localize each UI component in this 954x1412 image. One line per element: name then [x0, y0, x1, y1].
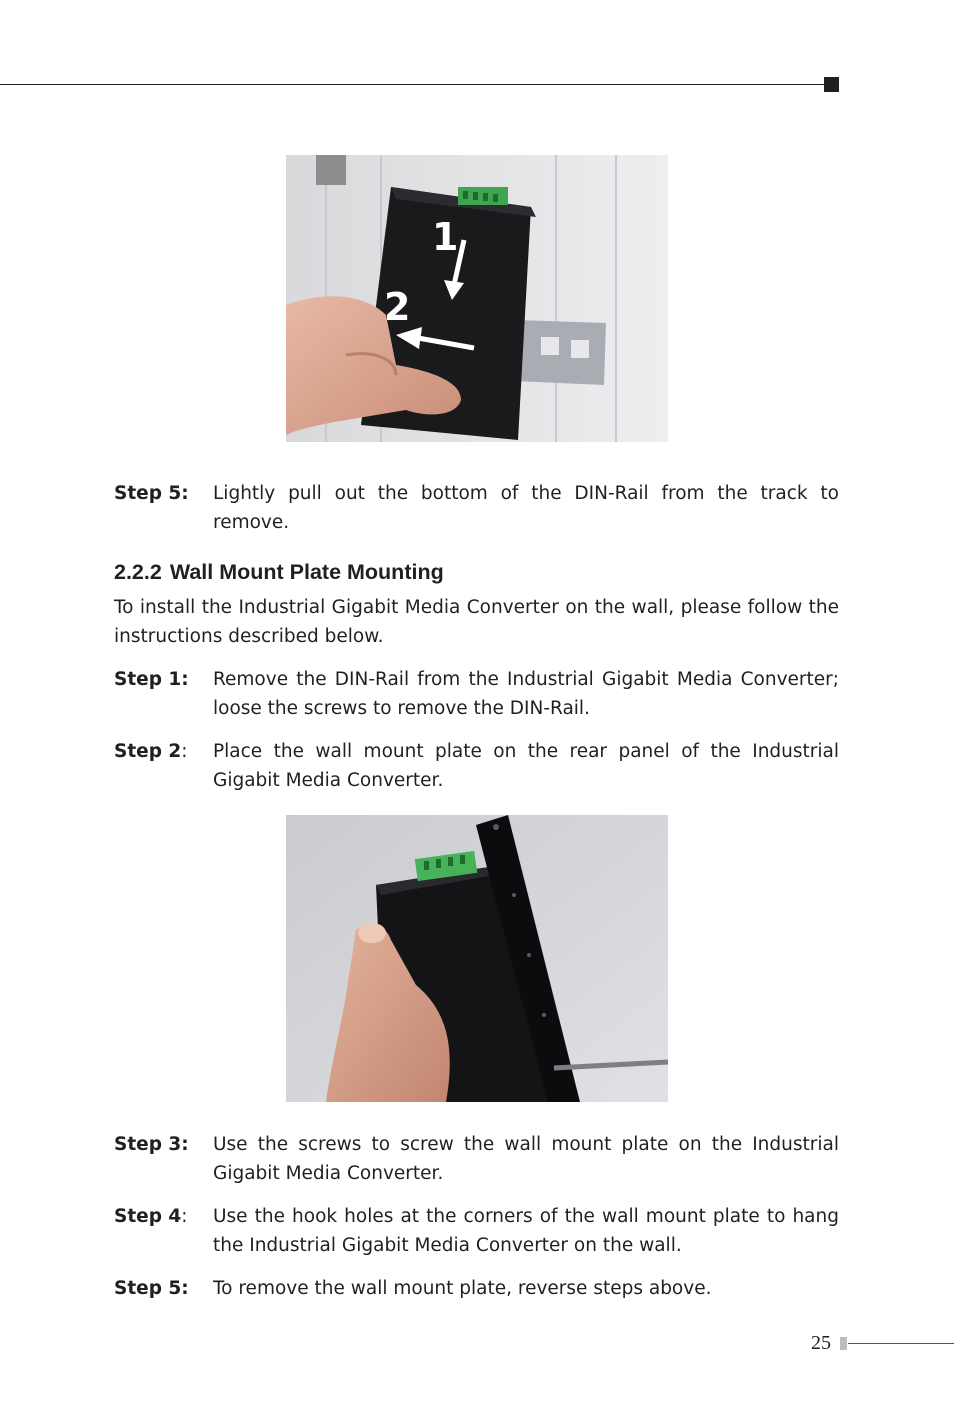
step-text: Remove the DIN-Rail from the Industrial Gigabit Media Converter; loose the screws to remove the DIN-Rail.: [213, 669, 839, 719]
footer-rule: [848, 1343, 954, 1344]
step-text: To remove the wall mount plate, reverse steps above.: [213, 1278, 712, 1299]
photo-din-rail-removal: [286, 155, 668, 442]
step-text: Use the hook holes at the corners of the wall mount plate to hang the Industrial Gigabit Media Converter on the wall.: [213, 1206, 839, 1256]
intro-paragraph: To install the Industrial Gigabit Media Converter on the wall, please follow the instructions described below.: [114, 597, 839, 647]
step-text: Place the wall mount plate on the rear panel of the Industrial Gigabit Media Converter.: [213, 741, 839, 791]
step-5-wall-mount: [114, 1275, 839, 1304]
header-rule: [0, 84, 826, 85]
step-label: Step 5:: [114, 1278, 189, 1299]
section-number: 2.2.2: [114, 560, 162, 584]
header-square-marker: [824, 77, 839, 92]
step-text: Use the screws to screw the wall mount plate on the Industrial Gigabit Media Converter.: [213, 1134, 839, 1184]
step-label: Step 5:: [114, 483, 189, 504]
page-number: 25: [811, 1332, 831, 1354]
step-text: Lightly pull out the bottom of the DIN-Rail from the track to remove.: [213, 483, 839, 533]
step-label-colon: :: [181, 1206, 188, 1227]
photo-wall-mount-plate: [286, 815, 668, 1102]
arrow-label-1: 1: [432, 215, 459, 259]
step-3: [114, 1131, 839, 1188]
step-label: Step 2: [114, 741, 182, 762]
step-label-colon: :: [181, 741, 188, 762]
step-label: Step 4: [114, 1206, 182, 1227]
step-label: Step 3:: [114, 1134, 189, 1155]
step-2: [114, 738, 839, 795]
section-title: Wall Mount Plate Mounting: [169, 560, 444, 584]
section-heading: [114, 558, 444, 586]
step-label: Step 1:: [114, 669, 189, 690]
step-5-din-rail: [114, 480, 839, 537]
footer-square-marker: [840, 1337, 847, 1350]
arrow-label-2: 2: [384, 285, 411, 329]
step-4: [114, 1203, 839, 1260]
step-1: [114, 666, 839, 723]
